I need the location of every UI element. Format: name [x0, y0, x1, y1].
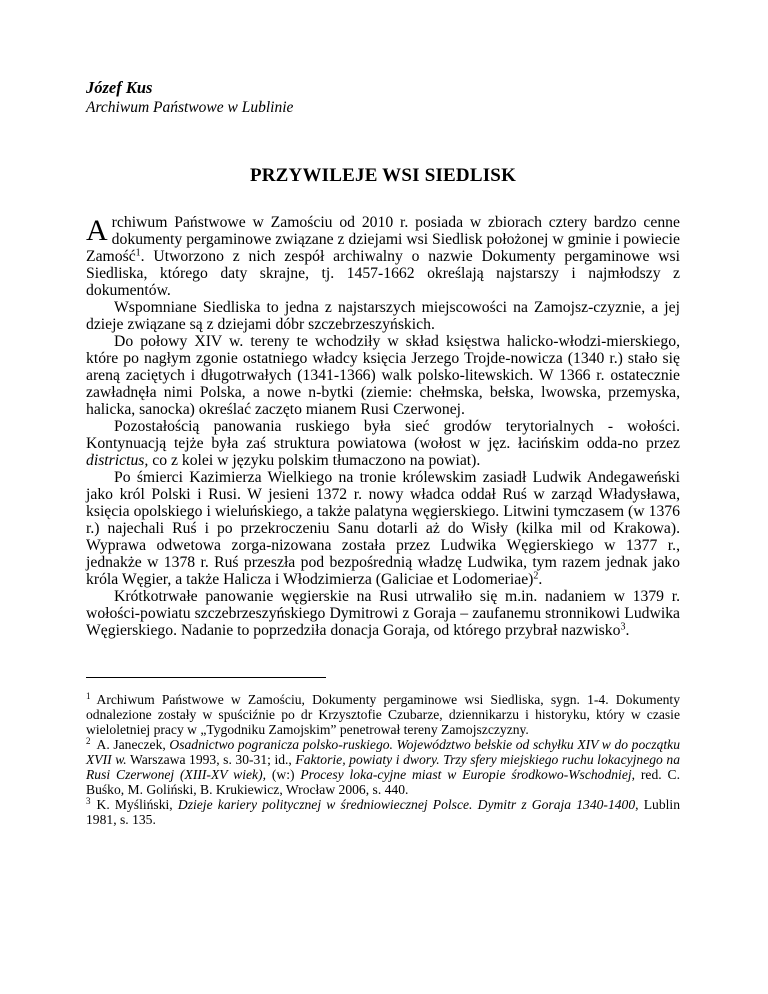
footnote-ref-3[interactable]: 3	[620, 621, 626, 633]
paragraph-1-text-b: . Utworzono z nich zespół archiwalny o nazwie Dokumenty pergaminowe wsi Siedliska, którego daty skrajne, tj. 1457-1662 określają najstarszy i najmłodszy z dokumentów.	[86, 248, 680, 299]
paragraph-6	[86, 588, 680, 639]
paragraph-4-text-a: Pozostałością panowania ruskiego była sieć grodów terytorialnych - wołości. Kontynuacją tejże była zaś struktura powiatowa (wołost w jęz. łacińskim odda-no przez	[86, 418, 680, 452]
paragraph-6-text-b: .	[625, 622, 630, 639]
footnote-1-text: Archiwum Państwowe w Zamościu, Dokumenty pergaminowe wsi Siedliska, sygn. 1-4. Dokumenty odnalezione zostały w spuściźnie po dr Krzysztofie Czubarze, dziennikarzu i historyku, który w czasie wieloletniej pracy w „Tygodniku Zamojskim” penetrował tereny Zamojszczyzny.	[86, 692, 680, 737]
author-affiliation: Archiwum Państwowe w Lublinie	[86, 99, 294, 116]
footnote-ref-1[interactable]: 1	[135, 247, 141, 259]
paragraph-2: Wspomniane Siedliska to jedna z najstarszych miejscowości na Zamojsz-czyznie, a jej dzieje związane są z dziejami dóbr szczebrzeszyńskich.	[86, 299, 680, 333]
paragraph-4	[86, 418, 680, 469]
footnote-3-text-a: K. Myśliński,	[96, 797, 178, 812]
footnote-2-text-g: , red. C. Buśko, M. Goliński, B. Krukiewicz, Wrocław 2006, s. 440.	[86, 767, 680, 797]
document-page	[86, 78, 680, 827]
footnote-2-text-a: A. Janeczek,	[96, 737, 170, 752]
article-body	[86, 214, 680, 639]
footnote-3-text-c: , Lublin 1981, s. 135.	[86, 797, 680, 827]
footnote-1	[86, 692, 680, 737]
footnote-2	[86, 737, 680, 797]
author-name: Józef Kus	[86, 78, 153, 97]
footnote-2-italic-b: Osadnictwo pogranicza polsko-ruskiego. Województwo bełskie od schyłku XIV w do początku XVII w.	[86, 737, 680, 767]
footnote-separator	[86, 677, 326, 678]
article-title: PRZYWILEJE WSI SIEDLISK	[249, 165, 517, 186]
paragraph-4-italic: districtus,	[86, 452, 149, 469]
footnote-2-italic-f: Procesy loka-cyjne miast w Europie środkowo-Wschodniej	[300, 767, 632, 782]
footnote-3	[86, 797, 680, 827]
footnote-ref-2[interactable]: 2	[533, 570, 539, 582]
paragraph-3: Do połowy XIV w. tereny te wchodziły w skład księstwa halicko-włodzi-mierskiego, które po nagłym zgonie ostatniego władcy księcia Jerzego Trojde-nowicza (1340 r.) stało się areną zaciętych i długotrwałych (1341-1366) walk polsko-litewskich. W 1366 r. ostatecznie zawładnęła nimi Polska, a nowe n-bytki (ziemie: chełmska, bełska, lwowska, przemyska, halicka, sanocka) określać zaczęto mianem Rusi Czerwonej.	[86, 333, 680, 418]
drop-cap: A	[86, 214, 108, 247]
footnote-2-text-e: (w:)	[266, 767, 301, 782]
paragraph-1	[86, 214, 680, 299]
paragraph-6-text-a: Krótkotrwałe panowanie węgierskie na Rusi utrwaliło się m.in. nadaniem w 1379 r. wołości-powiatu szczebrzeszyńskiego Dymitrowi z Goraja – zaufanemu stronnikowi Ludwika Węgierskiego. Nadanie to poprzedziła donacja Goraja, od którego przybrał nazwisko	[86, 588, 680, 639]
paragraph-5-text-b: .	[538, 571, 543, 588]
footnote-1-number: 1	[86, 690, 91, 701]
footnote-2-number: 2	[86, 735, 91, 746]
paragraph-5	[86, 469, 680, 588]
paragraph-4-text-b: co z kolei w języku polskim tłumaczono na powiat).	[148, 452, 481, 469]
footnote-2-text-c: Warszawa 1993, s. 30-31; id.,	[126, 752, 296, 767]
footnotes	[86, 692, 680, 827]
footnote-2-italic-d: Faktorie, powiaty i dwory. Trzy sfery miejskiego ruchu lokacyjnego na Rusi Czerwonej (XIII-XV wiek),	[86, 752, 680, 782]
paragraph-5-text-a: Po śmierci Kazimierza Wielkiego na tronie królewskim zasiadł Ludwik Andegaweński jako król Polski i Rusi. W jesieni 1372 r. nowy władca oddał Ruś w zarząd Władysława, księcia opolskiego i wieluńskiego, a także palatyna węgierskiego. Litwini tymczasem (w 1376 r.) najechali Ruś i po przekroczeniu Sanu dotarli aż do Wisły (kilka mil od Krakowa). Wyprawa odwetowa zorga-nizowana została przez Ludwika Węgierskiego w 1377 r., jednakże w 1378 r. Ruś przeszła pod bezpośrednią władzę Ludwika, tym razem jednak jako króla Węgier, a także Halicza i Włodzimierza (Galiciae et Lodomeriae)	[86, 469, 680, 588]
paragraph-1-text-a: rchiwum Państwowe w Zamościu od 2010 r. posiada w zbiorach cztery bardzo cenne dokumenty pergaminowe związane z dziejami wsi Siedlisk położonej w gminie i powiecie Zamość	[86, 214, 680, 265]
footnote-3-italic-b: Dzieje kariery politycznej w średniowiecznej Polsce. Dymitr z Goraja 1340-1400	[177, 797, 636, 812]
footnote-3-number: 3	[86, 795, 91, 806]
